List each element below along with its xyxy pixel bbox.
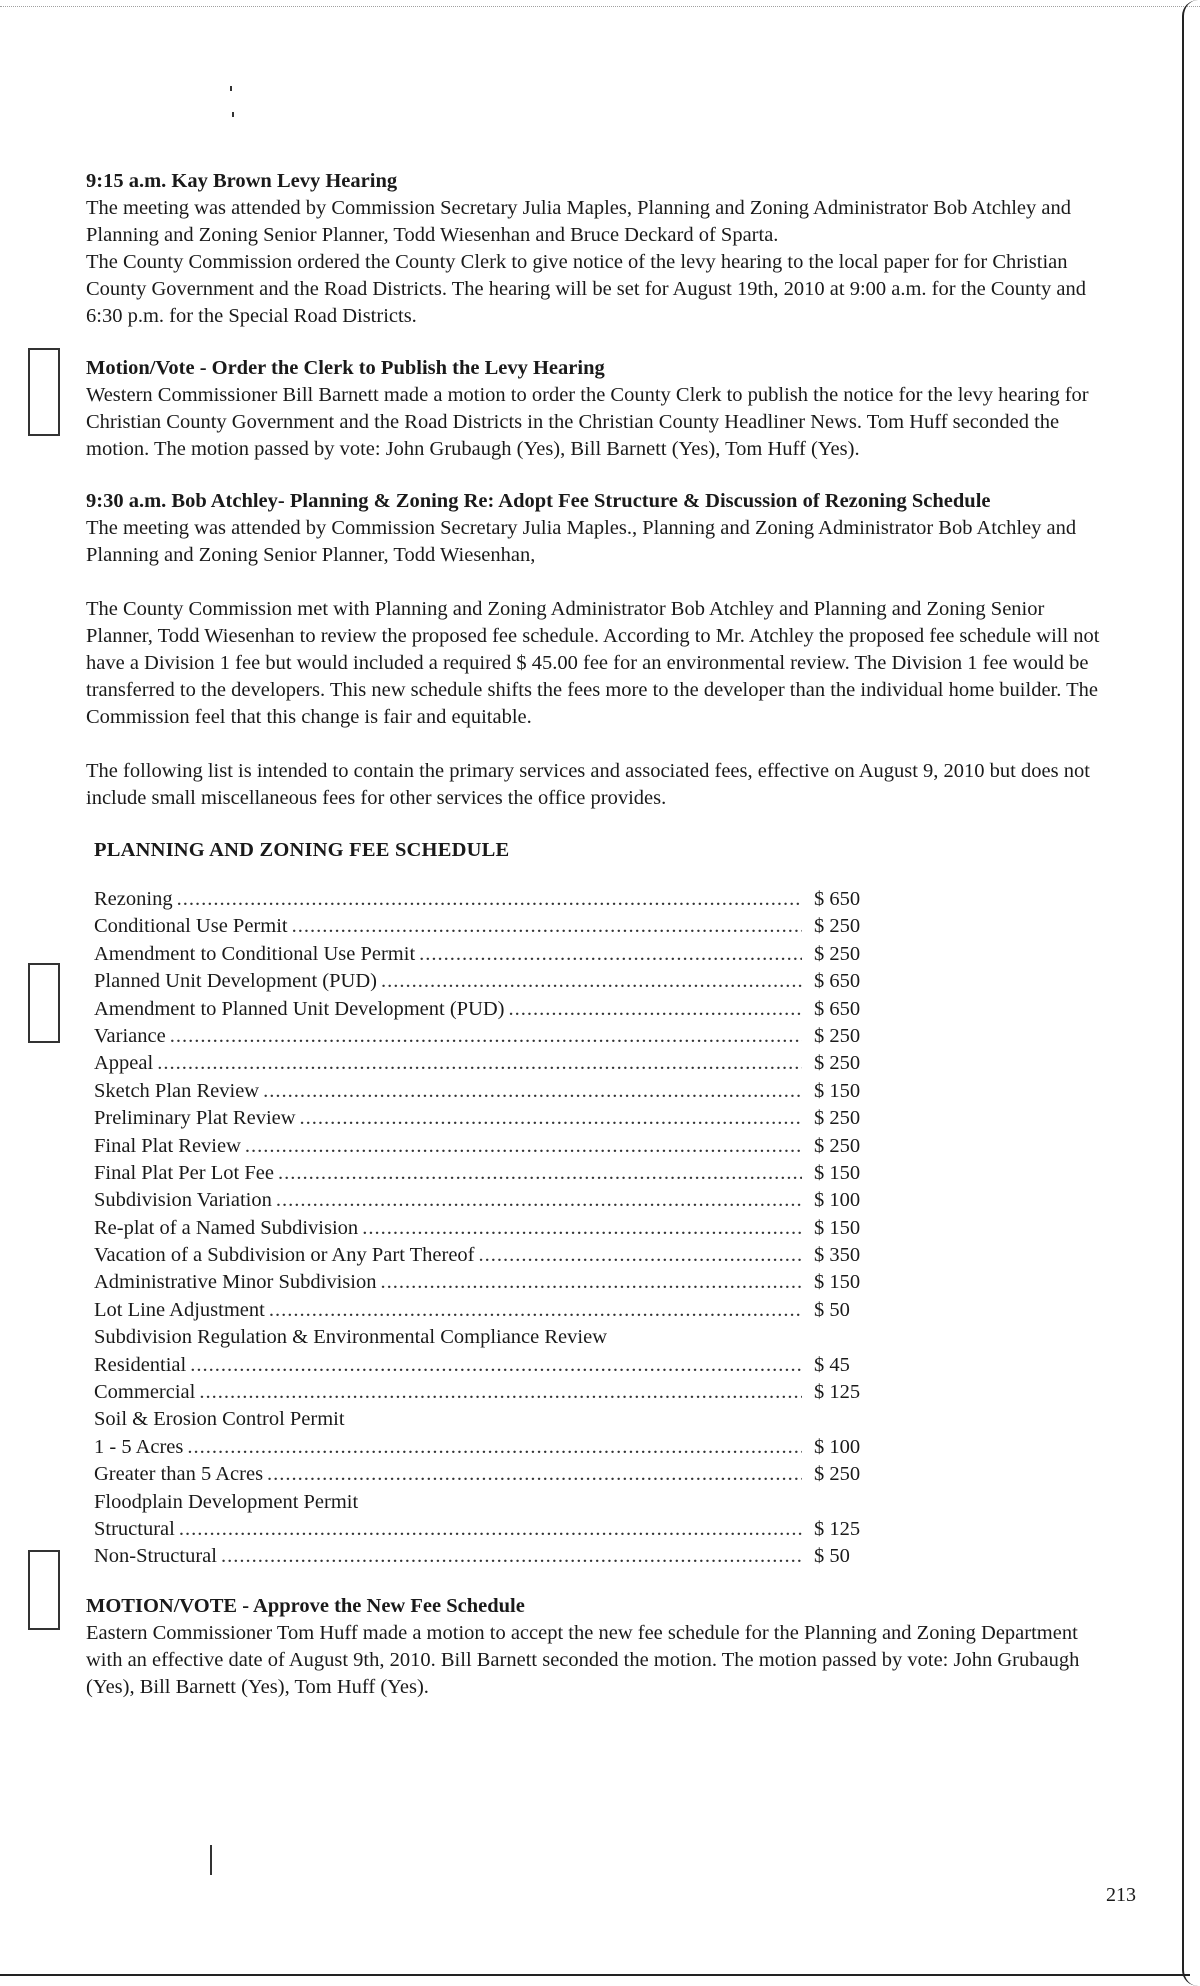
fee-row bbox=[94, 968, 874, 995]
fee-row bbox=[94, 1324, 874, 1351]
fee-label: Amendment to Planned Unit Development (PUD) bbox=[94, 997, 505, 1020]
scan-mark bbox=[210, 1845, 212, 1875]
paragraph: The meeting was attended by Commission Secretary Julia Maples, Planning and Zoning Administrator Bob Atchley and Planning and Zoning Senior Planner, Todd Wiesenhan and Bruce Deckard of Sparta. bbox=[86, 197, 1071, 246]
fee-label: 1 - 5 Acres bbox=[94, 1435, 184, 1458]
fee-amount: $ 150 bbox=[814, 1161, 861, 1184]
fee-amount: $ 50 bbox=[814, 1545, 850, 1568]
fee-label: Subdivision Variation bbox=[94, 1189, 272, 1212]
fee-amount: $ 125 bbox=[814, 1381, 861, 1404]
fee-row bbox=[94, 1105, 874, 1132]
fee-schedule-title: PLANNING AND ZONING FEE SCHEDULE bbox=[94, 839, 510, 861]
fee-amount: $ 250 bbox=[814, 1052, 861, 1075]
dot-leader bbox=[292, 913, 802, 940]
fee-row bbox=[94, 1406, 874, 1433]
fee-row bbox=[94, 1215, 874, 1242]
fee-label: Commercial bbox=[94, 1381, 196, 1404]
dot-leader bbox=[509, 996, 802, 1023]
fee-row bbox=[94, 1516, 874, 1543]
paragraph: Western Commissioner Bill Barnett made a motion to order the County Clerk to publish the notice for the levy hearing for Christian County Government and the Road Districts in the Christian County Headliner News. Tom Huff seconded the motion. The motion passed by vote: John Grubaugh (Yes), Bill Barnett (Yes), Tom Huff (Yes). bbox=[86, 384, 1089, 460]
fee-amount: $ 650 bbox=[814, 970, 861, 993]
scan-edge-bottom bbox=[0, 1974, 1190, 1976]
fee-row bbox=[94, 1050, 874, 1077]
scan-edge-top bbox=[0, 0, 1200, 7]
section-fee-structure bbox=[86, 488, 1116, 812]
section-heading: 9:30 a.m. Bob Atchley- Planning & Zoning Re: Adopt Fee Structure & Discussion of Rezoning Schedule bbox=[86, 490, 991, 512]
fee-amount: $ 45 bbox=[814, 1353, 850, 1376]
dot-leader bbox=[267, 1461, 802, 1488]
fee-label: Greater than 5 Acres bbox=[94, 1463, 264, 1486]
paragraph: The County Commission met with Planning and Zoning Administrator Bob Atchley and Planning and Zoning Senior Planner, Todd Wiesenhan to review the proposed fee schedule. According to Mr. Atchley the proposed fee schedule will not have a Division 1 fee but would included a required $ 45.00 fee for an environmental review. The Division 1 fee would be transferred to the developers. This new schedule shifts the fees more to the developer than the individual home builder. The Commission feel that this change is fair and equitable. bbox=[86, 598, 1100, 728]
paragraph: The County Commission ordered the County Clerk to give notice of the levy hearing to the local paper for for Christian County Government and the Road Districts. The hearing will be set for August 19th, 2010 at 9:00 a.m. for the County and 6:30 p.m. for the Special Road Districts. bbox=[86, 251, 1086, 327]
fee-row bbox=[94, 1078, 874, 1105]
fee-amount: $ 100 bbox=[814, 1435, 861, 1458]
dot-leader bbox=[479, 1242, 802, 1269]
dot-leader bbox=[263, 1078, 802, 1105]
scan-speck bbox=[232, 112, 234, 117]
paragraph: The following list is intended to contain the primary services and associated fees, effective on August 9, 2010 but does not include small miscellaneous fees for other services the office provides. bbox=[86, 760, 1090, 809]
dot-leader bbox=[157, 1050, 802, 1077]
fee-amount: $ 650 bbox=[814, 997, 861, 1020]
fee-label: Non-Structural bbox=[94, 1545, 217, 1568]
fee-schedule-table bbox=[94, 886, 874, 1571]
margin-bracket-mark bbox=[28, 1550, 50, 1630]
paragraph: The meeting was attended by Commission Secretary Julia Maples., Planning and Zoning Administrator Bob Atchley and Planning and Zoning Senior Planner, Todd Wiesenhan, bbox=[86, 517, 1077, 566]
fee-row bbox=[94, 1379, 874, 1406]
section-motion-publish bbox=[86, 355, 1116, 463]
fee-row bbox=[94, 886, 874, 913]
fee-label: Floodplain Development Permit bbox=[94, 1490, 359, 1513]
dot-leader bbox=[177, 886, 802, 913]
dot-leader bbox=[278, 1160, 802, 1187]
dot-leader bbox=[199, 1379, 802, 1406]
fee-label: Rezoning bbox=[94, 888, 173, 910]
fee-label: Variance bbox=[94, 1024, 166, 1047]
fee-amount: $ 150 bbox=[814, 1079, 861, 1102]
dot-leader bbox=[179, 1516, 802, 1543]
fee-amount: $ 125 bbox=[814, 1517, 861, 1540]
fee-row bbox=[94, 1489, 874, 1516]
fee-label: Preliminary Plat Review bbox=[94, 1107, 296, 1130]
dot-leader bbox=[380, 1269, 802, 1296]
fee-label: Final Plat Per Lot Fee bbox=[94, 1161, 274, 1184]
fee-label: Vacation of a Subdivision or Any Part Thereof bbox=[94, 1244, 475, 1267]
section-motion-approve bbox=[86, 1593, 1116, 1701]
fee-label: Final Plat Review bbox=[94, 1134, 241, 1157]
fee-label: Sketch Plan Review bbox=[94, 1079, 260, 1102]
margin-bracket-mark bbox=[28, 963, 50, 1043]
fee-amount: $ 350 bbox=[814, 1244, 861, 1267]
fee-row bbox=[94, 1023, 874, 1050]
fee-row bbox=[94, 1160, 874, 1187]
margin-bracket-mark bbox=[28, 348, 50, 436]
fee-row bbox=[94, 1133, 874, 1160]
fee-amount: $ 250 bbox=[814, 1134, 861, 1157]
fee-row bbox=[94, 1434, 874, 1461]
scan-speck bbox=[230, 86, 232, 91]
fee-label: Planned Unit Development (PUD) bbox=[94, 970, 377, 993]
dot-leader bbox=[221, 1543, 802, 1570]
paragraph: Eastern Commissioner Tom Huff made a motion to accept the new fee schedule for the Planning and Zoning Department with an effective date of August 9th, 2010. Bill Barnett seconded the motion. The motion passed by vote: John Grubaugh (Yes), Bill Barnett (Yes), Tom Huff (Yes). bbox=[86, 1621, 1080, 1698]
dot-leader bbox=[300, 1105, 802, 1132]
fee-label: Appeal bbox=[94, 1052, 154, 1075]
section-heading: Motion/Vote - Order the Clerk to Publish the Levy Hearing bbox=[86, 357, 605, 379]
fee-amount: $ 250 bbox=[814, 1463, 861, 1486]
fee-row bbox=[94, 1187, 874, 1214]
fee-amount: $ 250 bbox=[814, 942, 861, 965]
section-heading: 9:15 a.m. Kay Brown Levy Hearing bbox=[86, 170, 398, 192]
fee-amount: $ 50 bbox=[814, 1298, 850, 1321]
fee-amount: $ 250 bbox=[814, 1107, 861, 1130]
fee-label: Subdivision Regulation & Environmental Compliance Review bbox=[94, 1326, 608, 1349]
dot-leader bbox=[362, 1215, 802, 1242]
fee-row bbox=[94, 1269, 874, 1296]
fee-label: Residential bbox=[94, 1353, 187, 1376]
fee-amount: $ 250 bbox=[814, 1024, 861, 1047]
fee-label: Lot Line Adjustment bbox=[94, 1298, 265, 1321]
dot-leader bbox=[170, 1023, 802, 1050]
fee-amount: $ 250 bbox=[814, 915, 861, 938]
fee-row bbox=[94, 1242, 874, 1269]
document-body bbox=[86, 168, 1116, 1726]
dot-leader bbox=[381, 968, 802, 995]
fee-amount: $ 650 bbox=[814, 888, 861, 910]
fee-label: Re-plat of a Named Subdivision bbox=[94, 1216, 359, 1239]
section-levy-hearing bbox=[86, 168, 1116, 330]
dot-leader bbox=[190, 1352, 802, 1379]
section-heading: MOTION/VOTE - Approve the New Fee Schedule bbox=[86, 1594, 525, 1617]
page-number: 213 bbox=[1106, 1884, 1136, 1906]
fee-row bbox=[94, 941, 874, 968]
fee-amount: $ 100 bbox=[814, 1189, 861, 1212]
dot-leader bbox=[419, 941, 802, 968]
scan-edge-right bbox=[1182, 0, 1198, 1986]
fee-row bbox=[94, 1352, 874, 1379]
dot-leader bbox=[187, 1434, 802, 1461]
dot-leader bbox=[269, 1297, 802, 1324]
fee-row bbox=[94, 996, 874, 1023]
dot-leader bbox=[245, 1133, 802, 1160]
fee-amount: $ 150 bbox=[814, 1271, 861, 1294]
dot-leader bbox=[276, 1187, 802, 1214]
fee-label: Soil & Erosion Control Permit bbox=[94, 1408, 345, 1431]
fee-label: Amendment to Conditional Use Permit bbox=[94, 942, 416, 965]
fee-row bbox=[94, 1461, 874, 1488]
fee-amount: $ 150 bbox=[814, 1216, 861, 1239]
fee-row bbox=[94, 1297, 874, 1324]
fee-label: Administrative Minor Subdivision bbox=[94, 1271, 377, 1294]
fee-row bbox=[94, 1543, 874, 1570]
fee-label: Conditional Use Permit bbox=[94, 915, 288, 938]
fee-row bbox=[94, 913, 874, 940]
fee-label: Structural bbox=[94, 1517, 175, 1540]
